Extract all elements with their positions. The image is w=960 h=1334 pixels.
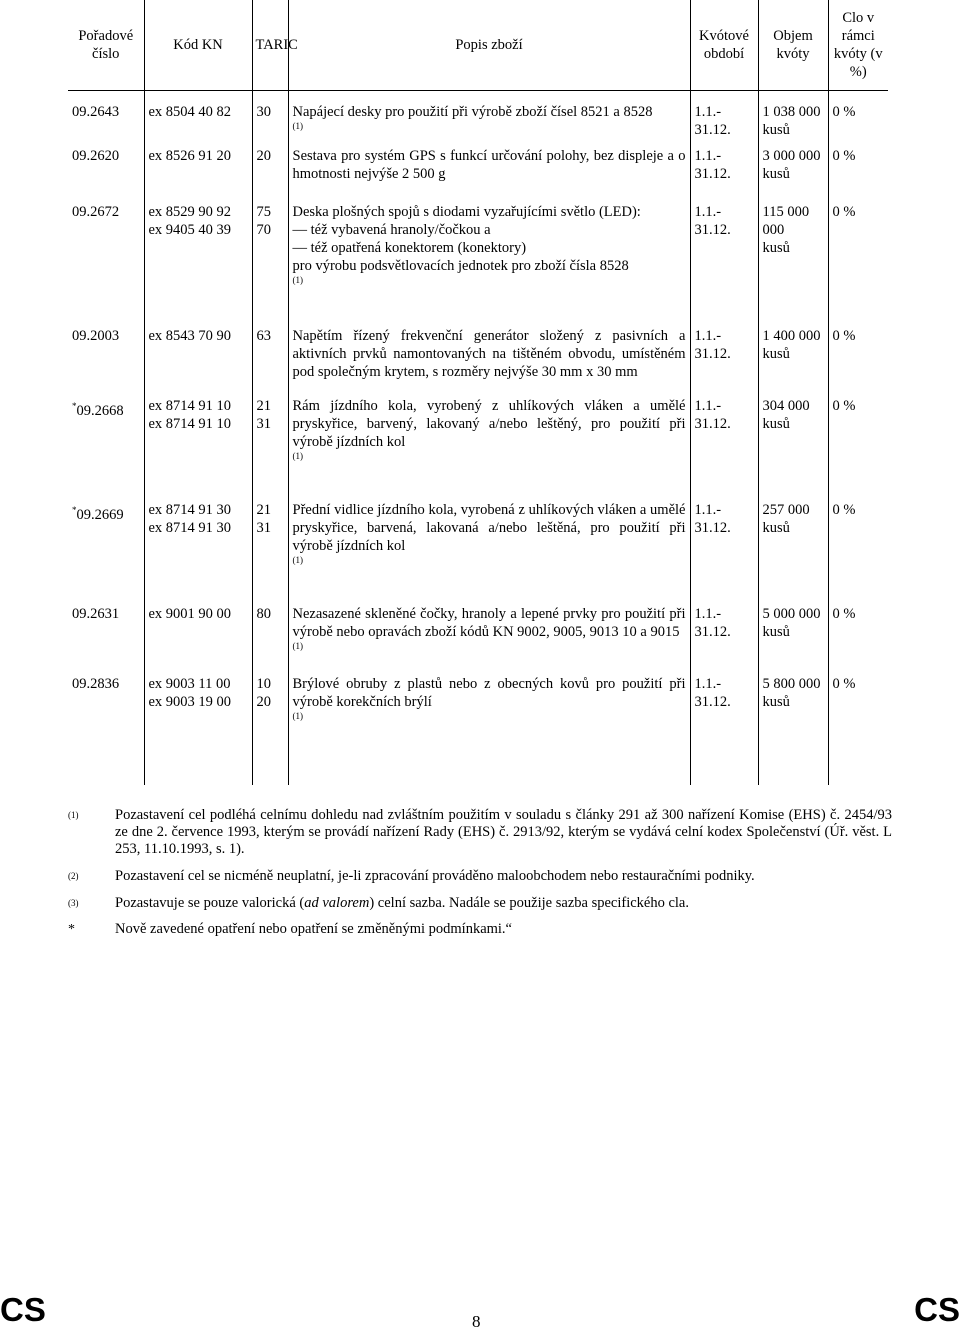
footnote-ref: (1)	[292, 710, 303, 721]
header-description: Popis zboží	[288, 0, 690, 91]
quota-volume: 5 000 000 kusů	[758, 605, 828, 675]
quota-volume: 5 800 000 kusů	[758, 675, 828, 785]
taric-codes: 21 31	[252, 397, 288, 501]
table-header-row	[68, 0, 888, 91]
quota-duty: 0 %	[828, 397, 888, 501]
order-number: 09.2620	[68, 147, 144, 203]
footnote-1: (1) Pozastavení cel podléhá celnímu dohledu nad zvláštním použitím v souladu s články 291 až 300 nařízení Komise (EHS) č. 2454/93 ze dne 2. července 1993, kterým se provádí nařízení Rady (EHS) č. 2913/92, kterým se vydává celní kodex Společenství (Úř. věst. L 253, 11.10.1993, s. 1).	[68, 807, 892, 857]
taric-codes: 75 70	[252, 203, 288, 327]
taric-codes: 20	[252, 147, 288, 203]
table-row	[68, 501, 888, 605]
cn-codes: ex 8714 91 10 ex 8714 91 10	[144, 397, 252, 501]
table-row	[68, 203, 888, 327]
footnote-ref: (1)	[292, 121, 303, 131]
quota-duty: 0 %	[828, 605, 888, 675]
table-row	[68, 327, 888, 397]
order-number: 09.2836	[68, 675, 144, 785]
order-number: *09.2668	[68, 397, 144, 501]
quota-period: 1.1.- 31.12.	[690, 327, 758, 397]
taric-codes: 30	[252, 91, 288, 147]
footnote-ref: (1)	[292, 554, 303, 565]
header-order-number: Pořadové číslo	[68, 0, 144, 91]
footnote-ref: (1)	[292, 640, 303, 651]
order-number: 09.2672	[68, 203, 144, 327]
description: Napájecí desky pro použití při výrobě zboží čísel 8521 a 8528 (1)	[288, 91, 690, 147]
quota-volume: 1 400 000 kusů	[758, 327, 828, 397]
new-measure-marker: *	[72, 504, 77, 515]
footnote-3: (3) Pozastavuje se pouze valorická (ad valorem) celní sazba. Nadále se použije sazba specifického cla.	[68, 895, 689, 911]
quota-period: 1.1.- 31.12.	[690, 91, 758, 147]
quota-volume: 1 038 000 kusů	[758, 91, 828, 147]
quota-duty: 0 %	[828, 91, 888, 147]
order-number: 09.2631	[68, 605, 144, 675]
header-quota-volume: Objem kvóty	[758, 0, 828, 91]
taric-codes: 10 20	[252, 675, 288, 785]
order-number: *09.2669	[68, 501, 144, 605]
table-row	[68, 147, 888, 203]
taric-codes: 21 31	[252, 501, 288, 605]
description: Brýlové obruby z plastů nebo z obecných kovů pro použití při výrobě korekčních brýlí (1)	[288, 675, 690, 785]
description: Přední vidlice jízdního kola, vyrobená z uhlíkových vláken a umělé pryskyřice, barvená, lakovaná a/nebo leštěná, pro použití při výrobě jízdních kol (1)	[288, 501, 690, 605]
cn-codes: ex 8543 70 90	[144, 327, 252, 397]
quota-period: 1.1.- 31.12.	[690, 675, 758, 785]
description: Sestava pro systém GPS s funkcí určování polohy, bez displeje a o hmotnosti nejvýše 2 500 g	[288, 147, 690, 203]
footnote-ref: (1)	[292, 450, 303, 461]
language-code-right: CS	[914, 1291, 960, 1328]
description: Napětím řízený frekvenční generátor složený z pasivních a aktivních prvků namontovaných na tištěném obvodu, umístěném pod společným krytem, s rozměry nejvýše 30 mm x 30 mm	[288, 327, 690, 397]
tariff-quota-table	[68, 0, 888, 785]
quota-period: 1.1.- 31.12.	[690, 203, 758, 327]
quota-volume: 304 000 kusů	[758, 397, 828, 501]
quota-period: 1.1.- 31.12.	[690, 605, 758, 675]
quota-period: 1.1.- 31.12.	[690, 501, 758, 605]
quota-duty: 0 %	[828, 147, 888, 203]
footnote-2: (2) Pozastavení cel se nicméně neuplatní, je-li zpracování prováděno maloobchodem nebo restauračními podniky.	[68, 868, 755, 884]
cn-codes: ex 8714 91 30 ex 8714 91 30	[144, 501, 252, 605]
description: Rám jízdního kola, vyrobený z uhlíkových vláken a umělé pryskyřice, barvený, lakovaný a/nebo leštěný, pro použití při výrobě jízdních kol (1)	[288, 397, 690, 501]
new-measure-marker: *	[72, 400, 77, 411]
quota-volume: 3 000 000 kusů	[758, 147, 828, 203]
table-row	[68, 675, 888, 785]
cn-codes: ex 9001 90 00	[144, 605, 252, 675]
language-code-left: CS	[0, 1291, 46, 1328]
cn-codes: ex 8526 91 20	[144, 147, 252, 203]
footnote-star: * Nově zavedené opatření nebo opatření se změněnými podmínkami.“	[68, 921, 512, 937]
description: Deska plošných spojů s diodami vyzařujícími světlo (LED): — též vybavená hranoly/čočkou a — též opatřená konektorem (konektory) pro výrobu podsvětlovacích jednotek pro zboží čísla 8528 (1)	[288, 203, 690, 327]
table-row	[68, 91, 888, 147]
footnote-ref: (1)	[292, 274, 303, 285]
quota-duty: 0 %	[828, 327, 888, 397]
quota-duty: 0 %	[828, 675, 888, 785]
table-row	[68, 605, 888, 675]
quota-volume: 115 000 000 kusů	[758, 203, 828, 327]
page-number: 8	[472, 1312, 481, 1331]
table-row	[68, 397, 888, 501]
order-number: 09.2003	[68, 327, 144, 397]
taric-codes: 80	[252, 605, 288, 675]
description: Nezasazené skleněné čočky, hranoly a lepené prvky pro použití při výrobě nebo opravách zboží kódů KN 9002, 9005, 9013 10 a 9015 (1)	[288, 605, 690, 675]
quota-duty: 0 %	[828, 501, 888, 605]
order-number: 09.2643	[68, 91, 144, 147]
cn-codes: ex 9003 11 00 ex 9003 19 00	[144, 675, 252, 785]
cn-codes: ex 8529 90 92 ex 9405 40 39	[144, 203, 252, 327]
header-taric: TARIC	[252, 0, 288, 91]
quota-duty: 0 %	[828, 203, 888, 327]
quota-period: 1.1.- 31.12.	[690, 147, 758, 203]
taric-codes: 63	[252, 327, 288, 397]
header-quota-period: Kvótové období	[690, 0, 758, 91]
quota-volume: 257 000 kusů	[758, 501, 828, 605]
header-cn-code: Kód KN	[144, 0, 252, 91]
header-quota-duty: Clo v rámci kvóty (v %)	[828, 0, 888, 91]
quota-period: 1.1.- 31.12.	[690, 397, 758, 501]
cn-codes: ex 8504 40 82	[144, 91, 252, 147]
